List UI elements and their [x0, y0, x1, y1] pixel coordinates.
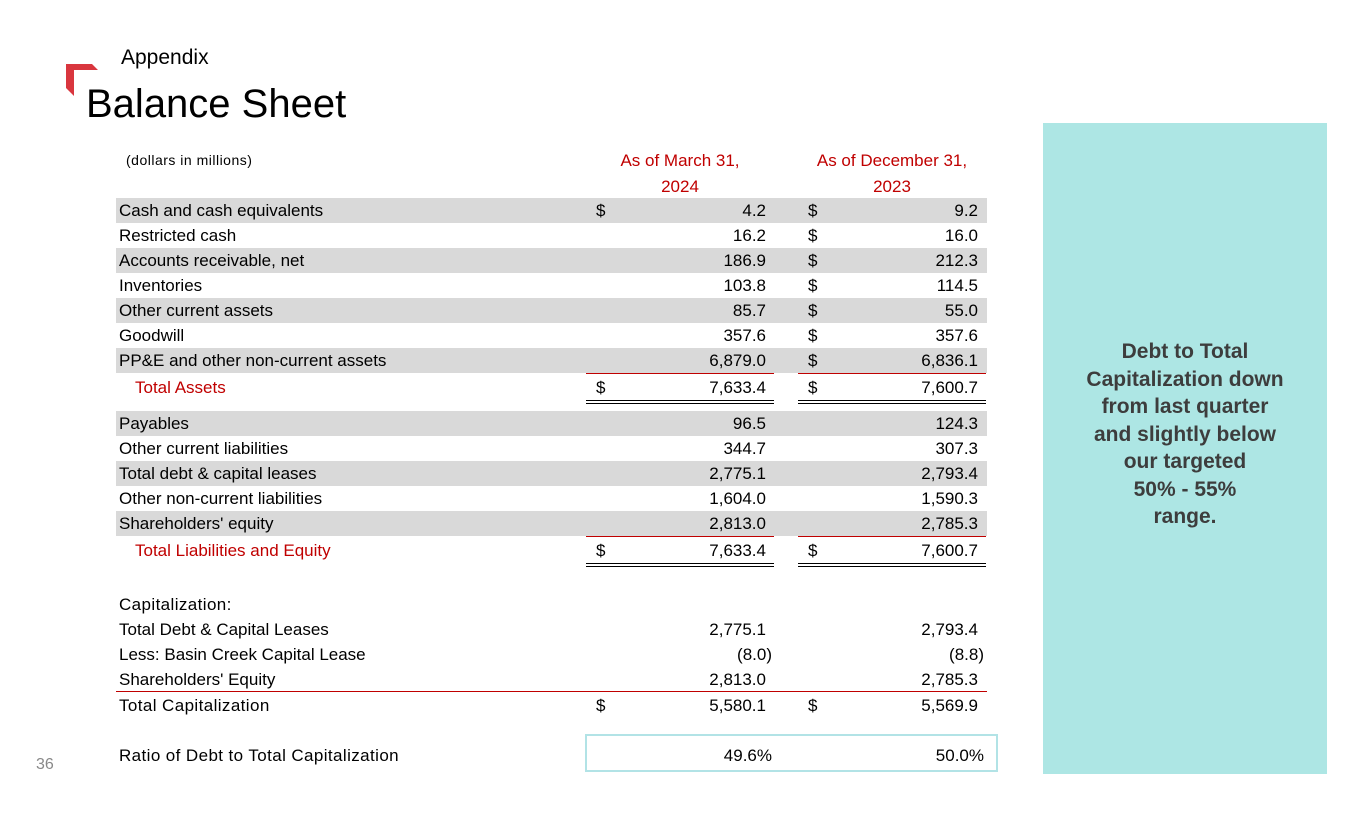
capitalization-heading: Capitalization:: [119, 595, 232, 614]
table-row: Cash and cash equivalents $ 4.2 $ 9.2: [116, 198, 987, 223]
table-row: Restricted cash 16.2 $ 16.0: [119, 226, 978, 245]
table-row: Accounts receivable, net 186.9 $ 212.3: [116, 248, 987, 273]
total-assets-row: Total Assets $ 7,633.4 $ 7,600.7: [135, 378, 978, 397]
total-liabilities-row: Total Liabilities and Equity $ 7,633.4 $ 7,600.7: [135, 541, 978, 560]
divider: [798, 373, 986, 374]
double-underline: [798, 400, 986, 404]
table-row: Other non-current liabilities 1,604.0 1,590.3: [119, 489, 978, 508]
divider: [586, 536, 774, 537]
table-row: Shareholders' equity 2,813.0 2,785.3: [116, 511, 987, 536]
table-row: Shareholders' Equity 2,813.0 2,785.3: [119, 670, 978, 689]
column-header-december-2023: As of December 31, 2023: [798, 148, 986, 202]
table-row: Goodwill 357.6 $ 357.6: [119, 326, 978, 345]
callout-panel: [1043, 123, 1327, 774]
double-underline: [586, 400, 774, 404]
page-number: 36: [36, 756, 54, 773]
table-row: Other current assets 85.7 $ 55.0: [116, 298, 987, 323]
divider: [116, 691, 987, 692]
section-label: Appendix: [121, 46, 209, 69]
table-row: PP&E and other non-current assets 6,879.0 $ 6,836.1: [116, 348, 987, 373]
divider: [798, 536, 986, 537]
table-row: Total debt & capital leases 2,775.1 2,793.4: [116, 461, 987, 486]
double-underline: [586, 563, 774, 567]
page-title: Balance Sheet: [86, 82, 347, 126]
ratio-row: Ratio of Debt to Total Capitalization 49.6% 50.0%: [119, 746, 984, 765]
callout-text: Debt to Total Capitalization down from last quarter and slightly below our targeted 50% - 55% range.: [1086, 340, 1284, 528]
divider: [586, 373, 774, 374]
total-capitalization-row: Total Capitalization $ 5,580.1 $ 5,569.9: [119, 696, 978, 715]
double-underline: [798, 563, 986, 567]
table-row: Total Debt & Capital Leases 2,775.1 2,793.4: [119, 620, 978, 639]
table-row: Payables 96.5 124.3: [116, 411, 987, 436]
units-note: (dollars in millions): [126, 152, 253, 168]
table-row: Less: Basin Creek Capital Lease (8.0) (8.8): [119, 645, 984, 664]
table-row: Inventories 103.8 $ 114.5: [119, 276, 978, 295]
column-header-march-2024: As of March 31, 2024: [586, 148, 774, 202]
table-row: Other current liabilities 344.7 307.3: [119, 439, 978, 458]
